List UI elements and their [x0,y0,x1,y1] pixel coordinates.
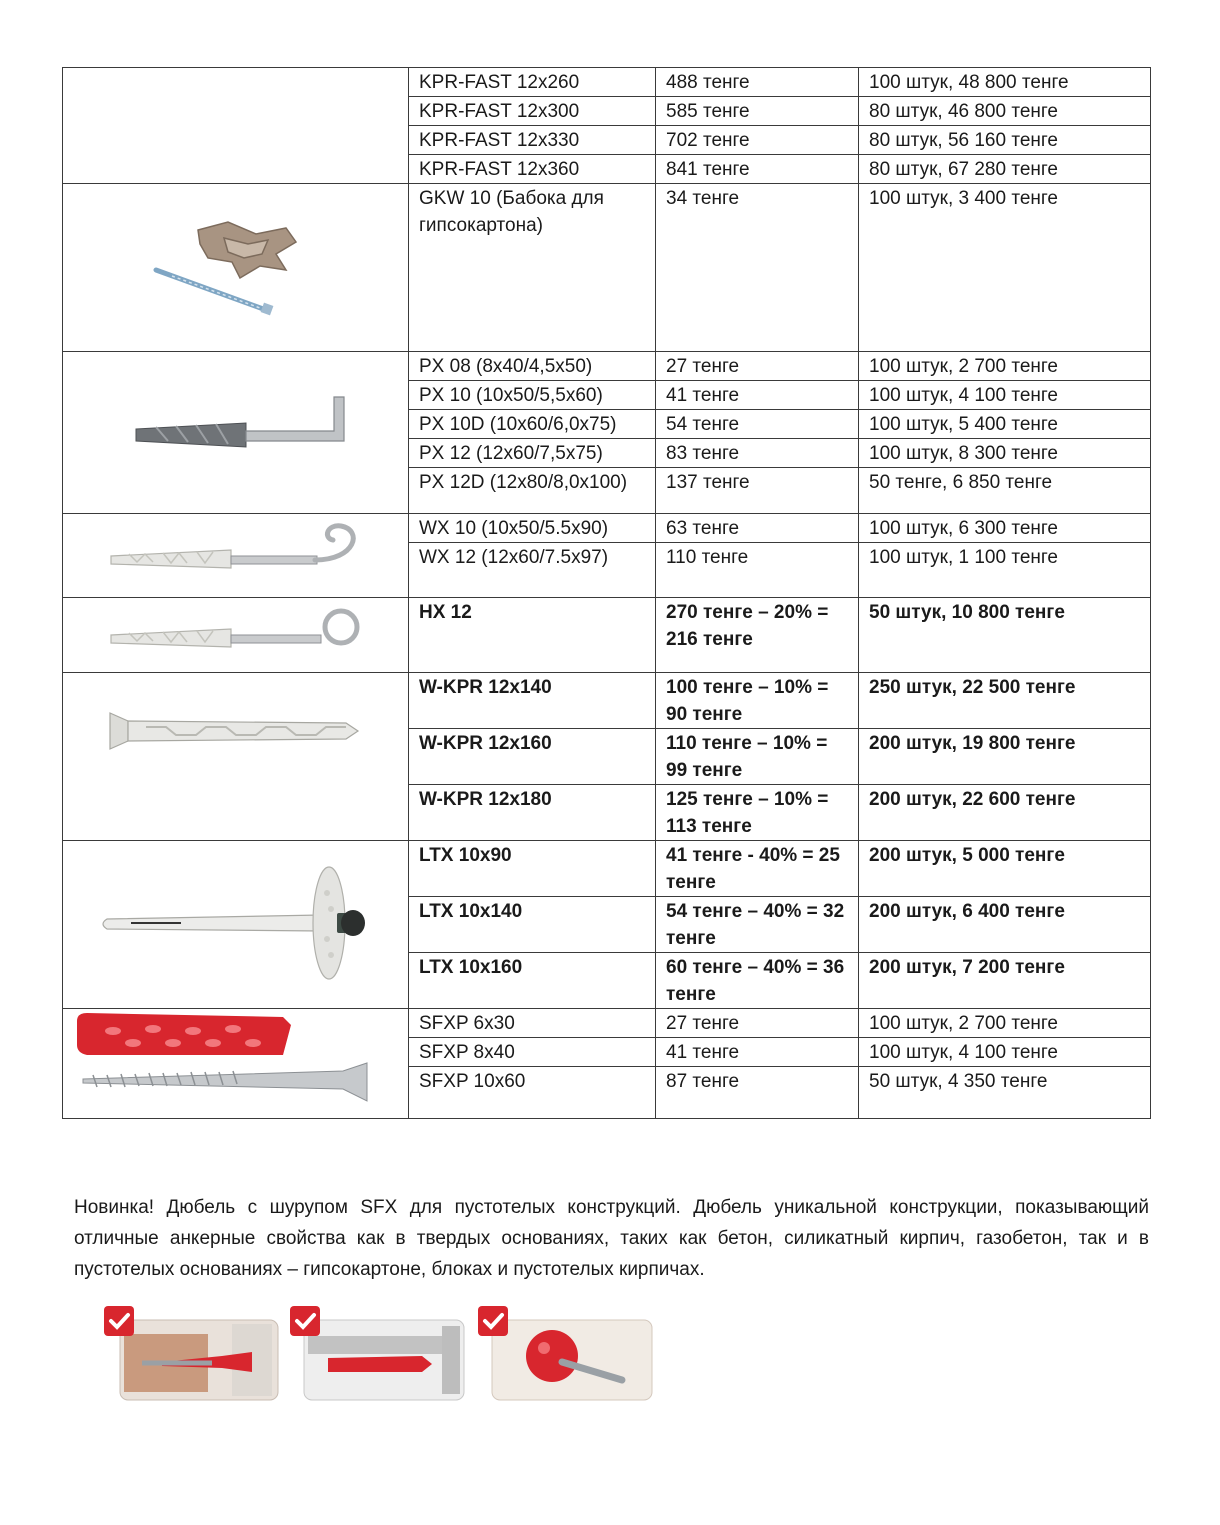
table-row [63,598,1151,673]
table-row [63,673,1151,729]
product-name: GKW 10 (Бабока для гипсокартона) [409,184,656,352]
image-cell-w-kpr [63,673,409,841]
pack-price: 200 штук, 6 400 тенге [859,897,1151,953]
unit-price: 41 тенге - 40% = 25 тенге [656,841,859,897]
pack-price: 100 штук, 1 100 тенге [859,543,1151,598]
pack-price: 80 штук, 56 160 тенге [859,126,1151,155]
pack-price: 100 штук, 8 300 тенге [859,439,1151,468]
unit-price: 83 тенге [656,439,859,468]
product-name: PX 12 (12x60/7,5x75) [409,439,656,468]
table-row [63,184,1151,352]
image-cell-hx [63,598,409,673]
product-name: PX 10 (10x50/5,5x60) [409,381,656,410]
gkw-anchor-icon [136,208,336,328]
w-kpr-dowel-icon [106,709,366,753]
image-cell-wx [63,514,409,598]
price-table [62,67,1151,1119]
unit-price: 702 тенге [656,126,859,155]
pack-price: 200 штук, 7 200 тенге [859,953,1151,1009]
product-name: HX 12 [409,598,656,673]
image-cell-ltx [63,841,409,1009]
sfx-application-photos [102,1306,662,1406]
pack-price: 200 штук, 5 000 тенге [859,841,1151,897]
unit-price: 841 тенге [656,155,859,184]
table-row [63,841,1151,897]
pack-price: 50 штук, 4 350 тенге [859,1067,1151,1119]
pack-price: 100 штук, 5 400 тенге [859,410,1151,439]
pack-price: 100 штук, 4 100 тенге [859,381,1151,410]
hx-eye-icon [101,603,371,667]
pack-price: 50 штук, 10 800 тенге [859,598,1151,673]
table-row [63,1009,1151,1038]
sfxp-dowel-icon [73,1009,373,1109]
product-name: LTX 10x140 [409,897,656,953]
unit-price: 34 тенге [656,184,859,352]
pack-price: 100 штук, 2 700 тенге [859,1009,1151,1038]
table-row [63,68,1151,97]
unit-price: 54 тенге – 40% = 32 тенге [656,897,859,953]
unit-price: 27 тенге [656,1009,859,1038]
pack-price: 100 штук, 2 700 тенге [859,352,1151,381]
unit-price: 488 тенге [656,68,859,97]
price-table-wrapper [62,67,1150,1119]
unit-price: 41 тенге [656,1038,859,1067]
pack-price: 200 штук, 22 600 тенге [859,785,1151,841]
check-badge-icon [104,1306,134,1336]
photo-drywall-knot [492,1320,652,1400]
unit-price: 60 тенге – 40% = 36 тенге [656,953,859,1009]
check-badge-icon [478,1306,508,1336]
product-name: PX 10D (10x60/6,0x75) [409,410,656,439]
product-name: SFXP 10x60 [409,1067,656,1119]
wx-hook-icon [101,518,371,594]
pack-price: 100 штук, 48 800 тенге [859,68,1151,97]
product-name: LTX 10x90 [409,841,656,897]
product-name: KPR-FAST 12x300 [409,97,656,126]
unit-price: 137 тенге [656,468,859,514]
image-cell-gkw [63,184,409,352]
image-cell-kpr-fast [63,68,409,184]
product-name: LTX 10x160 [409,953,656,1009]
product-name: PX 08 (8x40/4,5x50) [409,352,656,381]
ltx-insulation-icon [91,865,381,985]
unit-price: 110 тенге – 10% = 99 тенге [656,729,859,785]
photo-solid-base [120,1320,278,1400]
check-badge-icon [290,1306,320,1336]
unit-price: 63 тенге [656,514,859,543]
product-name: WX 10 (10x50/5.5x90) [409,514,656,543]
pack-price: 80 штук, 46 800 тенге [859,97,1151,126]
px-hook-icon [116,383,356,483]
product-name: SFXP 6x30 [409,1009,656,1038]
unit-price: 27 тенге [656,352,859,381]
unit-price: 100 тенге – 10% = 90 тенге [656,673,859,729]
pack-price: 200 штук, 19 800 тенге [859,729,1151,785]
unit-price: 585 тенге [656,97,859,126]
product-name: W-KPR 12x140 [409,673,656,729]
product-name: W-KPR 12x180 [409,785,656,841]
new-product-description: Новинка! Дюбель с шурупом SFX для пустотелых конструкций. Дюбель уникальной конструкции, показывающий отличные анкерные свойства как в твердых основаниях, таких как бетон, силикатный кирпич, газобетон, так и в пустотелых основаниях – гипсокартоне, блоках и пустотелых кирпичах. [74,1197,1149,1280]
pack-price: 50 тенге, 6 850 тенге [859,468,1151,514]
product-name: KPR-FAST 12x330 [409,126,656,155]
unit-price: 270 тенге – 20% = 216 тенге [656,598,859,673]
table-row [63,352,1151,381]
pack-price: 80 штук, 67 280 тенге [859,155,1151,184]
product-name: WX 12 (12x60/7.5x97) [409,543,656,598]
pack-price: 250 штук, 22 500 тенге [859,673,1151,729]
unit-price: 54 тенге [656,410,859,439]
image-cell-px [63,352,409,514]
product-name: PX 12D (12x80/8,0x100) [409,468,656,514]
unit-price: 125 тенге – 10% = 113 тенге [656,785,859,841]
pack-price: 100 штук, 3 400 тенге [859,184,1151,352]
product-name: KPR-FAST 12x260 [409,68,656,97]
image-cell-sfxp [63,1009,409,1119]
pack-price: 100 штук, 6 300 тенге [859,514,1151,543]
unit-price: 41 тенге [656,381,859,410]
product-name: KPR-FAST 12x360 [409,155,656,184]
product-name: W-KPR 12x160 [409,729,656,785]
unit-price: 87 тенге [656,1067,859,1119]
pack-price: 100 штук, 4 100 тенге [859,1038,1151,1067]
product-name: SFXP 8x40 [409,1038,656,1067]
unit-price: 110 тенге [656,543,859,598]
table-row [63,514,1151,543]
photo-hollow-base [304,1320,464,1400]
